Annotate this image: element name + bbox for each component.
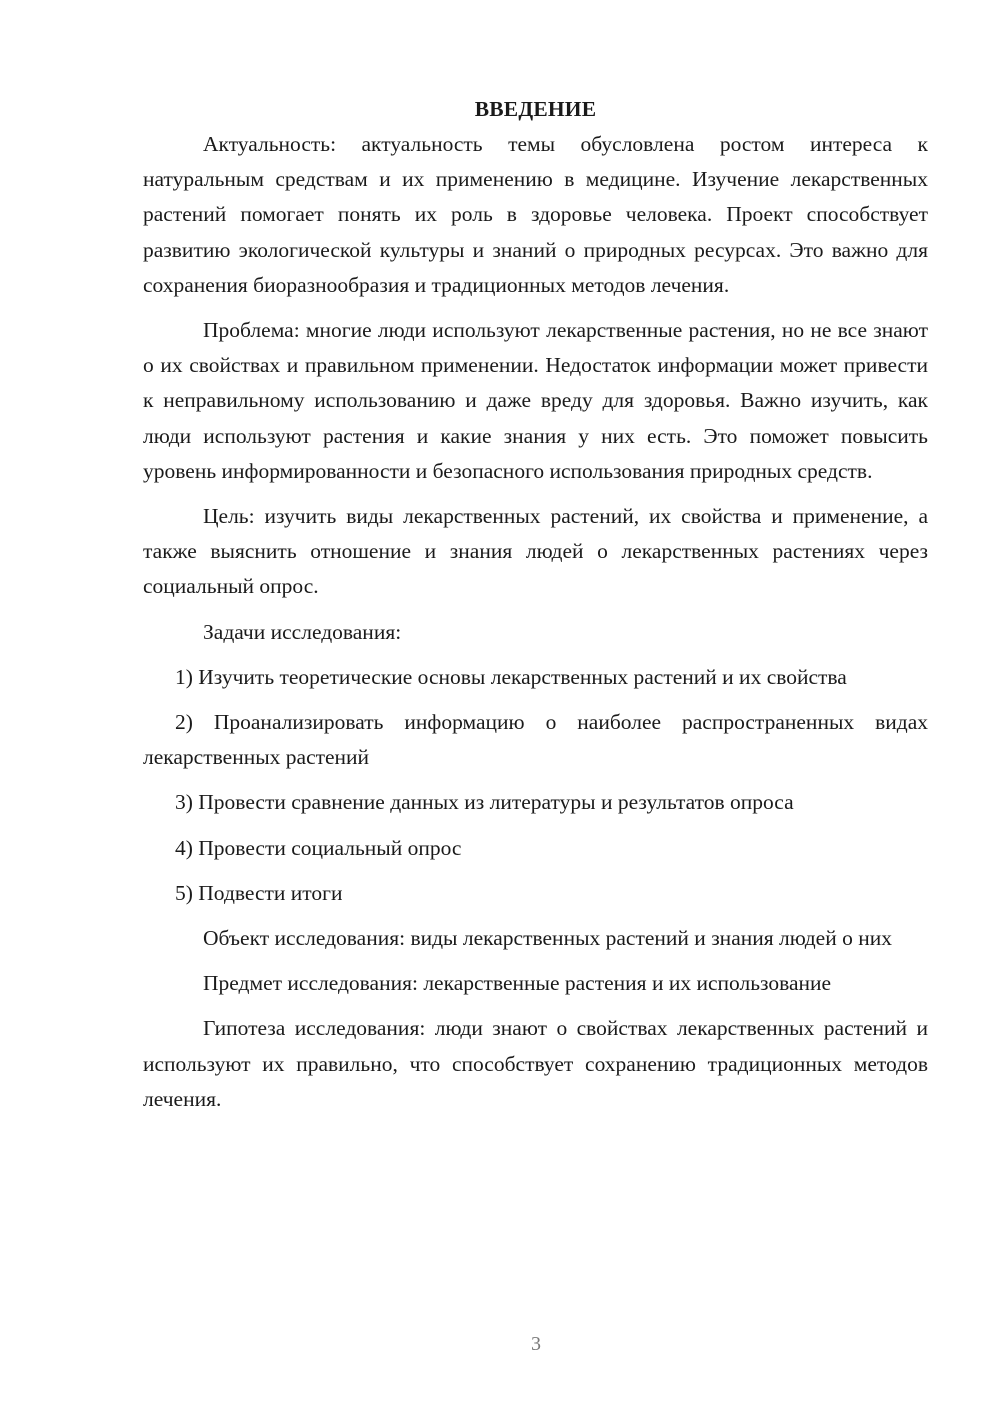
tasks-heading: Задачи исследования:	[203, 619, 402, 644]
list-item: 4) Провести социальный опрос	[175, 835, 462, 860]
problem-paragraph: Проблема: многие люди используют лекарственные растения, но не все знают о их свойствах и правильном применении. Недостаток информации может привести к неправильному использованию и даже вреду для здоровья. Важно изучить, как люди используют растения и какие знания у них есть. Это поможет повысить уровень информированности и безопасного использования природных средств.	[143, 318, 928, 483]
object-paragraph: Объект исследования: виды лекарственных растений и знания людей о них	[203, 926, 892, 951]
list-item: 1) Изучить теоретические основы лекарственных растений и их свойства	[175, 664, 847, 689]
list-item: 5) Подвести итоги	[175, 880, 343, 905]
page-title: ВВЕДЕНИЕ	[474, 97, 597, 121]
hypothesis-paragraph: Гипотеза исследования: люди знают о свойствах лекарственных растений и используют их правильно, что способствует сохранению традиционных методов лечения.	[143, 1016, 928, 1111]
page-number: 3	[531, 1333, 541, 1355]
document-page	[143, 92, 928, 1117]
relevance-paragraph: Актуальность: актуальность темы обусловлена ростом интереса к натуральным средствам и их применению в медицине. Изучение лекарственных растений помогает понять их роль в здоровье человека. Проект способствует развитию экологической культуры и знаний о природных ресурсах. Это важно для сохранения биоразнообразия и традиционных методов лечения.	[143, 132, 928, 297]
subject-paragraph: Предмет исследования: лекарственные растения и их использование	[203, 971, 832, 996]
goal-paragraph: Цель: изучить виды лекарственных растений, их свойства и применение, а также выяснить отношение и знания людей о лекарственных растениях через социальный опрос.	[143, 504, 928, 599]
list-item: 3) Провести сравнение данных из литературы и результатов опроса	[175, 790, 794, 815]
list-item: 2) Проанализировать информацию о наиболее распространенных видах лекарственных растений	[143, 710, 928, 770]
